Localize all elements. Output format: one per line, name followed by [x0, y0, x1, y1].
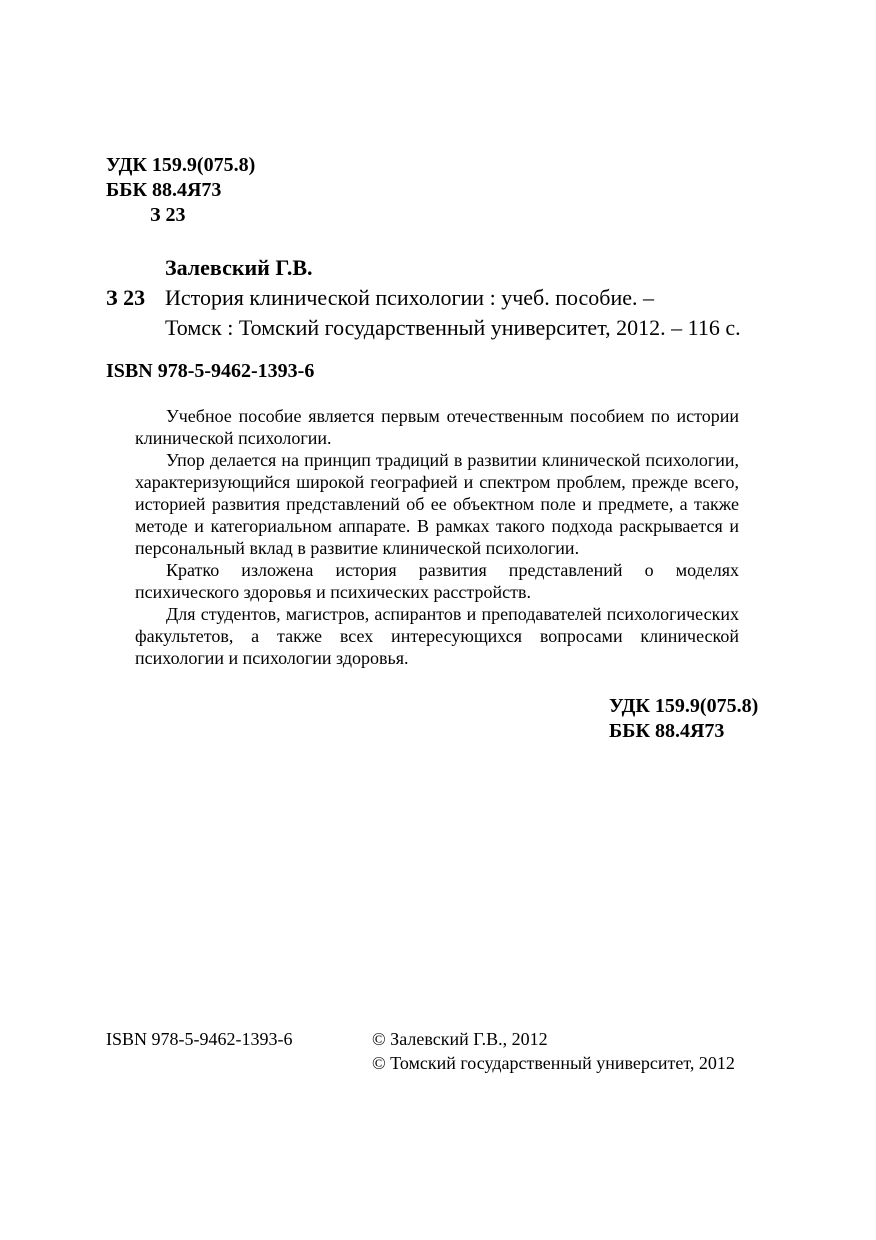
- author-mark-top: З 23: [150, 204, 186, 226]
- copyright-author: © Залевский Г.В., 2012: [372, 1029, 548, 1049]
- abstract-paragraph-3: Кратко изложена история развития представлений о моделях психического здоровья и психических расстройств.: [135, 560, 739, 602]
- book-title-line: История клинической психологии : учеб. пособие. –: [165, 285, 655, 310]
- author-name: Залевский Г.В.: [165, 255, 313, 280]
- isbn-footer: ISBN 978-5-9462-1393-6: [106, 1029, 293, 1049]
- abstract-paragraph-1: Учебное пособие является первым отечественным пособием по истории клинической психологии.: [135, 406, 739, 448]
- bbk-code-bottom: ББК 88.4Я73: [609, 720, 725, 742]
- imprint-line: Томск : Томский государственный университет, 2012. – 116 с.: [165, 315, 741, 340]
- udk-code-bottom: УДК 159.9(075.8): [609, 695, 759, 717]
- copyright-publisher: © Томский государственный университет, 2012: [372, 1053, 735, 1073]
- author-mark: З 23: [106, 285, 146, 310]
- abstract-paragraph-4: Для студентов, магистров, аспирантов и преподавателей психологических факультетов, а также всех интересующихся вопросами клинической психологии и психологии здоровья.: [135, 604, 739, 668]
- udk-code-top: УДК 159.9(075.8): [106, 154, 256, 176]
- isbn-heading: ISBN 978-5-9462-1393-6: [106, 360, 315, 382]
- abstract-paragraph-2: Упор делается на принцип традиций в развитии клинической психологии, характеризующийся широкой географией и спектром проблем, прежде всего, историей развития представлений об ее объектном поле и предмете, а также методе и категориальном аппарате. В рамках такого подхода раскрывается и персональный вклад в развитие клинической психологии.: [135, 450, 739, 558]
- bbk-code-top: ББК 88.4Я73: [106, 179, 222, 201]
